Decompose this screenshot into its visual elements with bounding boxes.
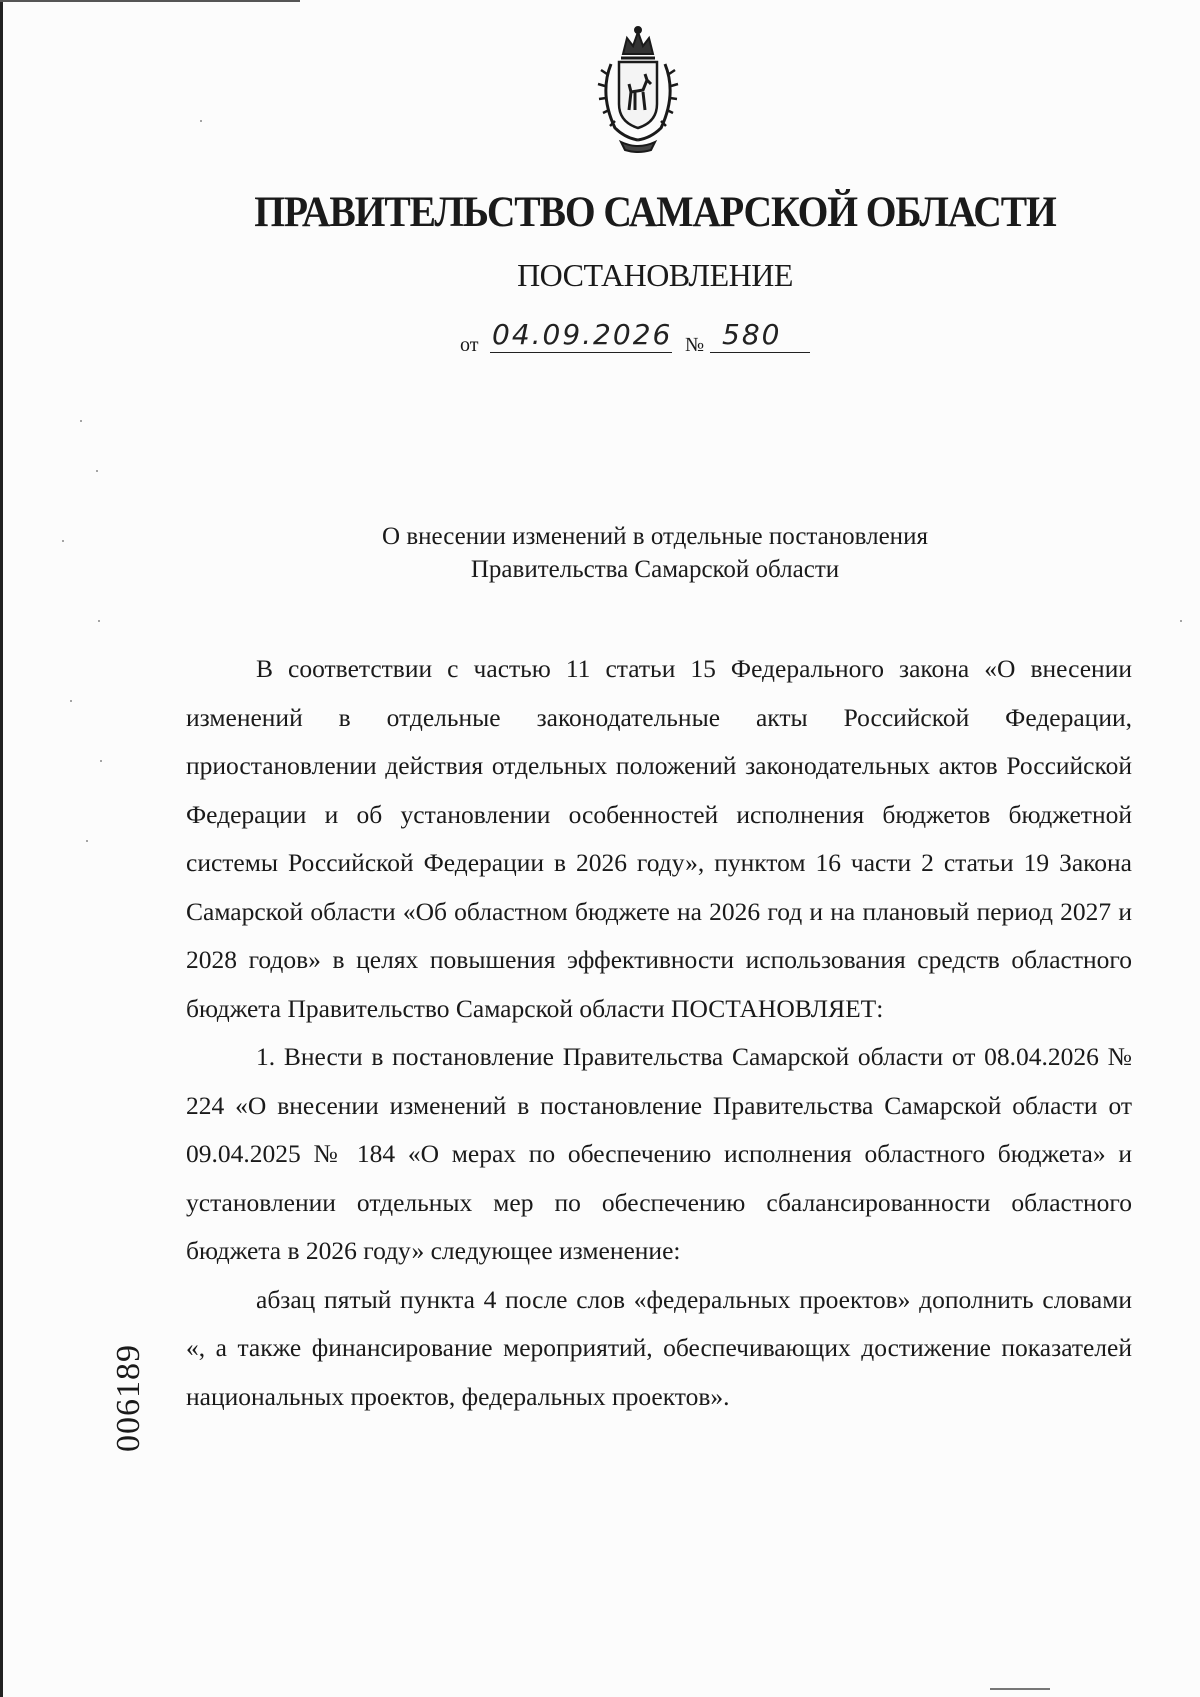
- subject-block: [290, 520, 1020, 586]
- registration-number: 006189: [110, 1344, 147, 1452]
- scan-speck: [62, 540, 64, 542]
- document-type: ПОСТАНОВЛЕНИЕ: [517, 257, 793, 293]
- scan-corner-mark: [990, 1688, 1050, 1690]
- body-paragraph-1: В соответствии с частью 11 статьи 15 Федерального закона «О внесении изменений в отдельные законодательные акты Российской Федерации, приостановлении действия отдельных положений законодательных актов Российской Федерации и об установлении особенностей исполнения бюджетов бюджетной системы Российской Федерации в 2026 году», пунктом 16 части 2 статьи 19 Закона Самарской области «Об областном бюджете на 2026 год и на плановый период 2027 и 2028 годов» в целях повышения эффективности использования средств областного бюджета Правительство Самарской области ПОСТАНОВЛЯЕТ:: [186, 654, 1132, 1023]
- scan-top-edge: [0, 0, 300, 2]
- date-value: 04.09.2026: [492, 318, 673, 351]
- number-value: 580: [722, 318, 782, 351]
- scan-speck: [200, 120, 202, 122]
- scan-speck: [96, 470, 98, 472]
- scan-left-edge: [0, 0, 3, 1697]
- body-paragraph-3: абзац пятый пункта 4 после слов «федеральных проектов» дополнить словами «, а также финансирование мероприятий, обеспечивающих достижение показателей национальных проектов, федеральных проектов».: [186, 1284, 1132, 1411]
- number-prefix: №: [685, 334, 705, 356]
- subject-line-2: Правительства Самарской области: [470, 556, 840, 583]
- scan-speck: [98, 620, 100, 622]
- scan-speck: [86, 840, 88, 842]
- organization-title: ПРАВИТЕЛЬСТВО САМАРСКОЙ ОБЛАСТИ: [254, 189, 1056, 236]
- scan-speck: [80, 420, 82, 422]
- samara-coat-of-arms-icon: [585, 24, 691, 154]
- scan-speck: [100, 760, 102, 762]
- number-underline: [710, 352, 810, 353]
- date-underline: [490, 352, 672, 353]
- scan-speck: [70, 700, 72, 702]
- body-paragraph-2: 1. Внести в постановление Правительства Самарской области от 08.04.2026 № 224 «О внесении изменений в постановление Правительства Самарской области от 09.04.2025 № 184 «О мерах по обеспечению исполнения областного бюджета» и установлении отдельных мер по обеспечению сбалансированности областного бюджета в 2026 году» следующее изменение:: [186, 1042, 1132, 1265]
- subject-line-1: О внесении изменений в отдельные постановления: [382, 523, 928, 550]
- scan-speck: [1180, 620, 1182, 622]
- document-body: [186, 645, 1132, 1421]
- date-prefix: от: [460, 334, 479, 356]
